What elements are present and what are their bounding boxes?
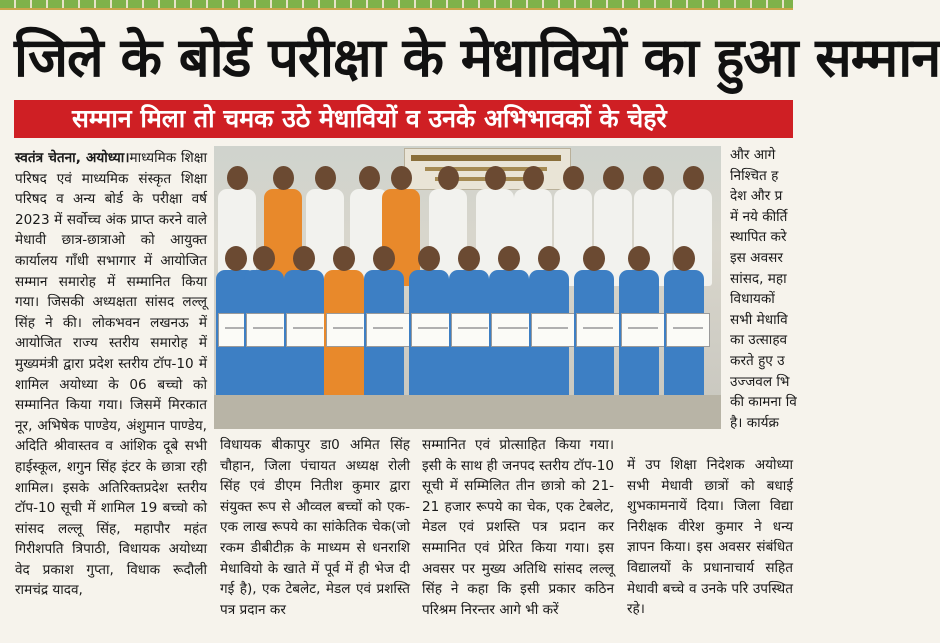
photo-person xyxy=(574,246,614,406)
photo-person xyxy=(664,246,704,406)
group-photo xyxy=(214,146,721,429)
photo-person xyxy=(449,246,489,406)
photo-person xyxy=(244,246,284,406)
col5-line: सभी मेधावि xyxy=(730,311,788,328)
certificate xyxy=(621,313,665,347)
certificate xyxy=(666,313,710,347)
article-column-2: विधायक बीकापुर डा0 अमित सिंह चौहान, जिला पंचायत अध्यक्ष रोली सिंह एवं डीएम नितीश कुमार द्वारा संयुक्त रूप से औव्वल बच्चों को एक-एक लाख रूपये का सांकेतिक चेक(जो रकम डीबीटीक़ के माध्यम से धनराशि मेधावियो के खाते में पूर्व में ही भेज दी गई है), एक टेबलेट, मेडल एवं प्रशस्ति पत्र प्रदान कर xyxy=(220,437,410,618)
certificate xyxy=(531,313,575,347)
dateline: स्वतंत्र चेतना, अयोध्या। xyxy=(15,150,130,166)
col5-line: का उत्साहव xyxy=(730,332,788,349)
col5-line: सांसद, महा xyxy=(730,270,787,287)
col5-line: विधायकों xyxy=(730,291,775,308)
photo-person xyxy=(409,246,449,406)
col5-line: देश और प्र xyxy=(730,188,783,205)
col5-line: स्थापित करे xyxy=(730,229,787,246)
photo-floor xyxy=(214,395,721,429)
headline: जिले के बोर्ड परीक्षा के मेधावियों का हुआ सम्मान xyxy=(14,26,940,89)
certificate xyxy=(576,313,620,347)
photo-person xyxy=(324,246,364,406)
article-column-5 xyxy=(730,145,797,445)
certificate xyxy=(366,313,410,347)
masthead-stripe xyxy=(0,0,793,8)
article-text-1: माध्यमिक शिक्षा परिषद एवं माध्यमिक संस्कृत शिक्षा परिषद व अन्य बोर्ड के परीक्षा वर्ष 2023 में सर्वोच्च अंक प्राप्त करने वाले मेधावी छात्र-छात्राओ को आयुक्त कार्यालय गाँधी सभागार में आयोजित सम्मान समारोह में सम्मानित किया गया। जिसकी अध्यक्षता सांसद लल्लू सिंह ने की। लोकभवन लखनऊ में आयोजित राज्य स्तरीय समारोह में मुख्यमंत्री द्वारा प्रदेश स्तरीय टॉप-10 में शामिल अयोध्या के 06 बच्चो को सम्मानित किया गया। जिसमें मिरकात नूर, अभिषेक पाण्डेय, अंशुमान पाण्डेय, अदिति श्रीवास्तव व आंशिक दूबे सभी हाईस्कूल, शगुन सिंह इंटर के छात्रा रही शामिल। इसके अतिरिक्तप्रदेश स्तरीय टॉप-10 सूची में शामिल 19 बच्चो को सांसद लल्लू सिंह, महापौर महंत गिरीशपति त्रिपाठी, विधायक अयोध्या वेद प्रकाश गुप्ता, विधाक रूदौली रामचंद्र यादव, xyxy=(15,150,207,599)
photo-person xyxy=(284,246,324,406)
photo-person xyxy=(364,246,404,406)
article-column-1 xyxy=(15,148,207,638)
col5-line: में नये कीर्ति xyxy=(730,208,788,225)
photo-person xyxy=(529,246,569,406)
photo-person xyxy=(619,246,659,406)
col5-line: इस अवसर xyxy=(730,249,783,266)
subheadline: सम्मान मिला तो चमक उठे मेधावियों व उनके अभिभावकों के चेहरे xyxy=(14,100,793,138)
col5-line: और आगे xyxy=(730,147,776,163)
col5-line: उज्जवल भि xyxy=(730,373,790,390)
photo-person xyxy=(489,246,529,406)
article-column-3: सम्मानित एवं प्रोत्साहित किया गया। इसी के साथ ही जनपद स्तरीय टॉप-10 सूची में सम्मिलित तीन छात्रो को 21-21 हजार रूपये का चेक, एक टेबलेट, मेडल एवं प्रशस्ति पत्र प्रदान कर सम्मानित एवं प्रेरित किया गया। इस अवसर पर मुख्य अतिथि सांसद लल्लू सिंह ने कहा कि इसी प्रकार कठिन परिश्रम निरन्तर आगे भी करें xyxy=(422,437,614,618)
article-column-4: में उप शिक्षा निदेशक अयोध्या सभी मेधावी छात्रों को बधाई शुभकामनायें दिया। जिला विद्या निरीक्षक वीरेश कुमार ने धन्य ज्ञापन किया। इस अवसर संबंधित विद्यालयों के प्रधानाचार्य सहित मेधावी बच्चे व उनके परि उपस्थित रहे। xyxy=(627,457,793,618)
col5-line: की कामना वि xyxy=(730,394,797,411)
col5-line: करते हुए उ xyxy=(730,352,785,369)
col5-line: निश्चित ह xyxy=(730,167,779,184)
col5-line: है। कार्यक्र xyxy=(730,414,779,431)
